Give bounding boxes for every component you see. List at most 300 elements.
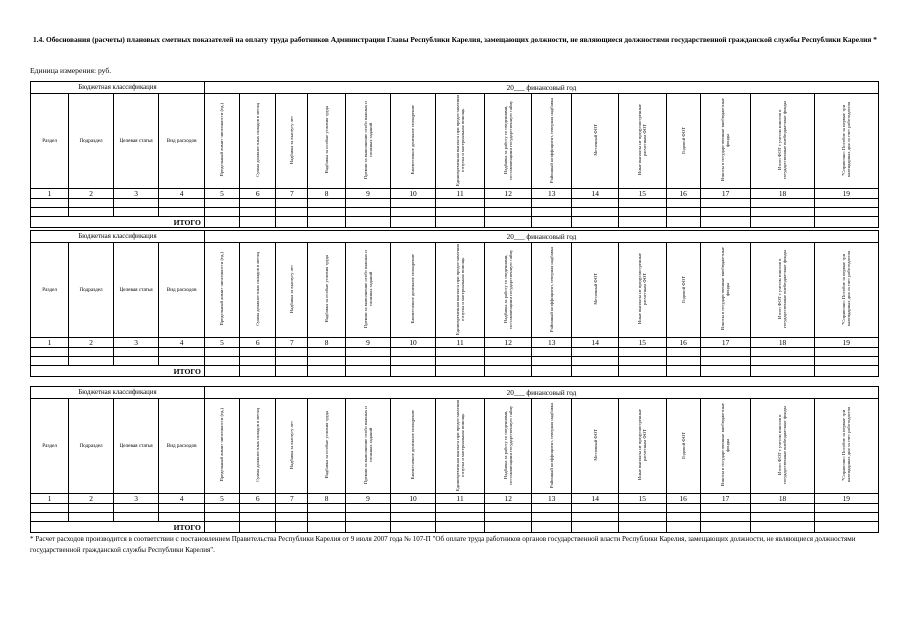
table-cell [69, 199, 114, 208]
total-cell [532, 366, 572, 377]
column-number: 5 [204, 338, 239, 348]
table-row [31, 357, 879, 366]
table-cell [391, 504, 436, 513]
indicator-column-label: Ежемесячное денежное поощрение [410, 105, 416, 175]
column-number-row [31, 494, 879, 504]
total-label: ИТОГО [31, 522, 205, 533]
column-number: 13 [532, 338, 572, 348]
indicator-column-header [572, 94, 619, 189]
indicator-column-header [308, 243, 345, 338]
indicator-column-header [751, 243, 814, 338]
column-number: 12 [485, 338, 532, 348]
total-cell [572, 217, 619, 228]
column-number: 15 [618, 189, 666, 199]
indicator-column-header [240, 243, 276, 338]
indicator-column-label: Сумма должностных окладов в месяц [255, 103, 261, 177]
column-number: 18 [751, 189, 814, 199]
indicator-column-label: Взносы в государственные внебюджетные фонды [720, 403, 731, 487]
total-cell [814, 366, 878, 377]
table-cell [572, 199, 619, 208]
table-cell [31, 504, 69, 513]
table-cell [391, 208, 436, 217]
indicator-column-label: Районный коэффициент, северная надбавка [549, 97, 555, 183]
indicator-column-header [276, 94, 308, 189]
table-cell [204, 199, 239, 208]
total-row [31, 522, 879, 533]
table-cell [391, 199, 436, 208]
indicator-column-label: Взносы в государственные внебюджетные фонды [720, 98, 731, 182]
classification-column-header: Вид расходов [159, 94, 205, 189]
table-cell [276, 357, 308, 366]
budget-classification-header: Бюджетная классификация [31, 82, 205, 94]
indicator-column-label: Сумма должностных окладов в месяц [255, 252, 261, 326]
table-cell [69, 504, 114, 513]
total-cell [666, 522, 700, 533]
total-label: ИТОГО [31, 366, 205, 377]
table-cell [113, 348, 159, 357]
column-number: 18 [751, 338, 814, 348]
table-cell [485, 513, 532, 522]
column-number: 13 [532, 494, 572, 504]
table-cell [435, 348, 485, 357]
table-cell [666, 348, 700, 357]
total-cell [391, 522, 436, 533]
table-cell [159, 513, 205, 522]
indicator-column-label: Надбавка за выслугу лет [289, 115, 295, 165]
total-cell [204, 522, 239, 533]
total-cell [751, 366, 814, 377]
classification-column-header: Подраздел [69, 243, 114, 338]
table-cell [435, 357, 485, 366]
indicator-column-header [572, 399, 619, 494]
column-number: 2 [69, 189, 114, 199]
table-cell [572, 504, 619, 513]
table-cell [666, 357, 700, 366]
column-number: 8 [308, 189, 345, 199]
column-number: 8 [308, 494, 345, 504]
total-cell [814, 217, 878, 228]
indicator-column-header [435, 399, 485, 494]
column-number: 1 [31, 189, 69, 199]
table-cell [159, 208, 205, 217]
table-cell [391, 348, 436, 357]
indicator-column-label: Надбавка за работу со сведениями, составляющими государственную тайну [503, 405, 514, 485]
indicator-column-header [666, 399, 700, 494]
total-cell [308, 217, 345, 228]
table-cell [618, 348, 666, 357]
column-number: 7 [276, 189, 308, 199]
table-cell [240, 208, 276, 217]
total-cell [276, 217, 308, 228]
indicator-column-header [618, 243, 666, 338]
estimate-table [30, 230, 879, 377]
table-cell [532, 199, 572, 208]
total-cell [618, 217, 666, 228]
table-cell [113, 208, 159, 217]
table-cell [240, 513, 276, 522]
table-cell [485, 348, 532, 357]
indicator-column-header [666, 243, 700, 338]
column-number: 12 [485, 494, 532, 504]
budget-classification-header: Бюджетная классификация [31, 387, 205, 399]
indicator-column-header [391, 243, 436, 338]
indicator-column-header [532, 243, 572, 338]
table-cell [159, 357, 205, 366]
column-number: 16 [666, 338, 700, 348]
table-cell [276, 504, 308, 513]
column-number: 6 [240, 189, 276, 199]
table-row [31, 348, 879, 357]
total-cell [240, 522, 276, 533]
column-number: 3 [113, 189, 159, 199]
total-cell [618, 366, 666, 377]
indicator-column-header [204, 94, 239, 189]
indicator-column-label: Районный коэффициент, северная надбавка [549, 246, 555, 332]
total-row [31, 366, 879, 377]
table-row [31, 513, 879, 522]
table-cell [345, 199, 391, 208]
indicator-column-header [532, 94, 572, 189]
indicator-column-header [751, 399, 814, 494]
indicator-column-header [391, 94, 436, 189]
total-cell [240, 217, 276, 228]
estimate-table [30, 81, 879, 228]
total-cell [618, 522, 666, 533]
table-cell [31, 199, 69, 208]
indicator-column-header [814, 399, 878, 494]
indicator-column-label: Иные выплаты не предусмотренные расчетным ФОТ [637, 104, 648, 176]
classification-column-header: Раздел [31, 243, 69, 338]
column-header-row [31, 243, 879, 338]
total-cell [485, 366, 532, 377]
table-cell [345, 504, 391, 513]
total-cell [700, 522, 751, 533]
classification-column-header: Подраздел [69, 94, 114, 189]
column-number: 15 [618, 494, 666, 504]
indicator-column-label: Иные выплаты не предусмотренные расчетным ФОТ [637, 409, 648, 481]
indicator-column-header [276, 243, 308, 338]
table-cell [814, 357, 878, 366]
table-cell [751, 513, 814, 522]
header-group-row [31, 231, 879, 243]
column-number-row [31, 338, 879, 348]
column-number: 1 [31, 338, 69, 348]
indicator-column-label: *Справочно: Пособие за первые три календарных дня за счет работодателя [841, 102, 852, 178]
total-cell [308, 366, 345, 377]
column-number: 2 [69, 494, 114, 504]
table-cell [666, 513, 700, 522]
column-number: 14 [572, 494, 619, 504]
total-cell [435, 522, 485, 533]
table-cell [751, 504, 814, 513]
indicator-column-label: Итого ФОТ с учетом взносов в государственные внебюджетные фонды [777, 101, 788, 179]
table-cell [204, 208, 239, 217]
total-cell [700, 366, 751, 377]
total-cell [240, 366, 276, 377]
table-cell [345, 357, 391, 366]
table-cell [240, 357, 276, 366]
column-number: 5 [204, 189, 239, 199]
column-number: 10 [391, 494, 436, 504]
indicator-column-header [240, 94, 276, 189]
total-cell [345, 366, 391, 377]
table-cell [666, 504, 700, 513]
column-number: 10 [391, 338, 436, 348]
indicator-column-header [204, 399, 239, 494]
table-cell [345, 208, 391, 217]
table-cell [204, 513, 239, 522]
table-cell [532, 513, 572, 522]
indicator-column-header [618, 399, 666, 494]
indicator-column-label: Месячный ФОТ [592, 429, 598, 461]
table-cell [276, 208, 308, 217]
table-cell [240, 504, 276, 513]
column-number: 6 [240, 494, 276, 504]
budget-classification-header: Бюджетная классификация [31, 231, 205, 243]
table-cell [532, 208, 572, 217]
table-cell [240, 199, 276, 208]
column-number: 19 [814, 494, 878, 504]
table-cell [113, 513, 159, 522]
indicator-column-header [666, 94, 700, 189]
table-cell [31, 357, 69, 366]
table-row [31, 504, 879, 513]
table-cell [700, 513, 751, 522]
total-cell [666, 366, 700, 377]
table-cell [204, 348, 239, 357]
total-cell [345, 217, 391, 228]
table-cell [618, 513, 666, 522]
classification-column-header: Раздел [31, 399, 69, 494]
table-cell [485, 208, 532, 217]
indicator-column-label: Иные выплаты не предусмотренные расчетным ФОТ [637, 253, 648, 325]
table-cell [31, 348, 69, 357]
total-label: ИТОГО [31, 217, 205, 228]
document-title: 1.4. Обоснования (расчеты) плановых сметных показателей на оплату труда работников Администрации Главы Республики Карелия, замещающих должности, не являющиеся должностями государственной гражданской службы Республики Карелия * [33, 35, 877, 44]
classification-column-header: Целевая статья [113, 94, 159, 189]
indicator-column-label: *Справочно: Пособие за первые три календарных дня за счет работодателя [841, 407, 852, 483]
indicator-column-header [345, 399, 391, 494]
classification-column-header: Вид расходов [159, 399, 205, 494]
column-number: 10 [391, 189, 436, 199]
column-number: 6 [240, 338, 276, 348]
indicator-column-label: Надбавка за особые условия труда [323, 411, 329, 479]
indicator-column-label: Предельный лимит численности (ед.) [219, 252, 225, 326]
indicator-column-header [700, 94, 751, 189]
total-cell [700, 217, 751, 228]
table-cell [700, 348, 751, 357]
indicator-column-label: Годовой ФОТ [680, 431, 686, 459]
table-cell [69, 348, 114, 357]
total-cell [276, 522, 308, 533]
column-number: 14 [572, 338, 619, 348]
indicator-column-label: Надбавка за особые условия труда [323, 255, 329, 323]
table-cell [308, 513, 345, 522]
indicator-column-header [532, 399, 572, 494]
table-cell [700, 199, 751, 208]
total-cell [751, 217, 814, 228]
column-number: 19 [814, 189, 878, 199]
indicator-column-header [308, 399, 345, 494]
indicator-column-label: Премии за выполнение особо важных и сложных заданий [362, 101, 373, 179]
total-cell [276, 366, 308, 377]
table-cell [276, 348, 308, 357]
column-number: 4 [159, 494, 205, 504]
indicator-column-header [814, 94, 878, 189]
indicator-column-label: Сумма должностных окладов в месяц [255, 408, 261, 482]
column-number: 7 [276, 494, 308, 504]
table-cell [814, 513, 878, 522]
table-cell [31, 208, 69, 217]
total-cell [204, 366, 239, 377]
fiscal-year-header: 20___ финансовый год [204, 231, 878, 243]
indicator-column-label: Годовой ФОТ [680, 126, 686, 154]
fiscal-year-header: 20___ финансовый год [204, 387, 878, 399]
classification-column-header: Раздел [31, 94, 69, 189]
table-cell [572, 208, 619, 217]
indicator-column-label: Месячный ФОТ [592, 124, 598, 156]
table-cell [308, 199, 345, 208]
total-cell [666, 217, 700, 228]
indicator-column-header [572, 243, 619, 338]
table-cell [276, 199, 308, 208]
indicator-column-header [240, 399, 276, 494]
table-cell [391, 357, 436, 366]
indicator-column-header [391, 399, 436, 494]
fiscal-year-header: 20___ финансовый год [204, 82, 878, 94]
column-number: 2 [69, 338, 114, 348]
indicator-column-label: Надбавка за выслугу лет [289, 264, 295, 314]
total-cell [485, 522, 532, 533]
table-cell [532, 348, 572, 357]
table-cell [618, 357, 666, 366]
table-cell [113, 199, 159, 208]
indicator-column-header [435, 94, 485, 189]
column-number: 12 [485, 189, 532, 199]
indicator-column-header [485, 243, 532, 338]
indicator-column-label: Месячный ФОТ [592, 273, 598, 305]
indicator-column-header [814, 243, 878, 338]
table-row [31, 208, 879, 217]
column-number: 1 [31, 494, 69, 504]
total-cell [532, 217, 572, 228]
table-cell [700, 357, 751, 366]
total-cell [532, 522, 572, 533]
table-cell [31, 513, 69, 522]
indicator-column-header [700, 243, 751, 338]
indicator-column-label: Единовременная выплата при предоставлении отпуска и материальная помощь [454, 399, 466, 491]
table-cell [435, 208, 485, 217]
indicator-column-header [345, 243, 391, 338]
table-cell [69, 513, 114, 522]
table-cell [308, 348, 345, 357]
table-cell [618, 199, 666, 208]
table-cell [308, 208, 345, 217]
indicator-column-label: Ежемесячное денежное поощрение [410, 410, 416, 480]
table-cell [345, 348, 391, 357]
table-cell [113, 357, 159, 366]
column-number: 11 [435, 494, 485, 504]
column-number: 4 [159, 338, 205, 348]
column-number: 11 [435, 338, 485, 348]
column-number-row [31, 189, 879, 199]
table-cell [666, 208, 700, 217]
table-cell [751, 199, 814, 208]
indicator-column-label: Предельный лимит численности (ед.) [219, 103, 225, 177]
column-number: 5 [204, 494, 239, 504]
indicator-column-label: Предельный лимит численности (ед.) [219, 408, 225, 482]
table-cell [113, 504, 159, 513]
total-cell [572, 522, 619, 533]
classification-column-header: Подраздел [69, 399, 114, 494]
indicator-column-header [700, 399, 751, 494]
table-cell [240, 348, 276, 357]
table-row [31, 199, 879, 208]
footnote: * Расчет расходов производится в соответствии с постановлением Правительства Республики Карелия от 9 июля 2007 года № 107-П "Об оплате труда работников органов государственной власти Республики Карелия, замещающих должности, не являющиеся должностями государственной гражданской службы Республики Карелия". [30, 535, 856, 554]
column-number: 19 [814, 338, 878, 348]
indicator-column-label: Итого ФОТ с учетом взносов в государственные внебюджетные фонды [777, 406, 788, 484]
classification-column-header: Целевая статья [113, 243, 159, 338]
table-cell [435, 199, 485, 208]
column-number: 17 [700, 189, 751, 199]
table-cell [204, 504, 239, 513]
total-cell [751, 522, 814, 533]
table-cell [308, 504, 345, 513]
column-number: 8 [308, 338, 345, 348]
table-cell [391, 513, 436, 522]
indicator-column-header [485, 94, 532, 189]
table-cell [159, 504, 205, 513]
table-cell [532, 357, 572, 366]
column-number: 17 [700, 494, 751, 504]
classification-column-header: Целевая статья [113, 399, 159, 494]
column-number: 16 [666, 189, 700, 199]
indicator-column-label: *Справочно: Пособие за первые три календарных дня за счет работодателя [841, 251, 852, 327]
column-number: 13 [532, 189, 572, 199]
indicator-column-label: Надбавка за работу со сведениями, составляющими государственную тайну [503, 100, 514, 180]
table-cell [485, 357, 532, 366]
total-cell [485, 217, 532, 228]
table-cell [814, 208, 878, 217]
indicator-column-label: Премии за выполнение особо важных и сложных заданий [362, 250, 373, 328]
indicator-column-label: Надбавка за особые условия труда [323, 106, 329, 174]
column-number: 4 [159, 189, 205, 199]
total-cell [391, 366, 436, 377]
total-cell [572, 366, 619, 377]
table-cell [814, 199, 878, 208]
column-number: 3 [113, 338, 159, 348]
total-cell [345, 522, 391, 533]
indicator-column-header [435, 243, 485, 338]
table-cell [572, 357, 619, 366]
column-number: 16 [666, 494, 700, 504]
table-cell [751, 208, 814, 217]
indicator-column-label: Итого ФОТ с учетом взносов в государственные внебюджетные фонды [777, 250, 788, 328]
column-number: 9 [345, 338, 391, 348]
table-cell [572, 348, 619, 357]
total-cell [435, 366, 485, 377]
column-number: 7 [276, 338, 308, 348]
table-cell [308, 357, 345, 366]
table-cell [69, 208, 114, 217]
indicator-column-header [618, 94, 666, 189]
table-cell [159, 199, 205, 208]
header-group-row [31, 387, 879, 399]
indicator-column-label: Единовременная выплата при предоставлении отпуска и материальная помощь [454, 94, 466, 186]
column-number: 9 [345, 189, 391, 199]
table-cell [700, 504, 751, 513]
total-cell [308, 522, 345, 533]
